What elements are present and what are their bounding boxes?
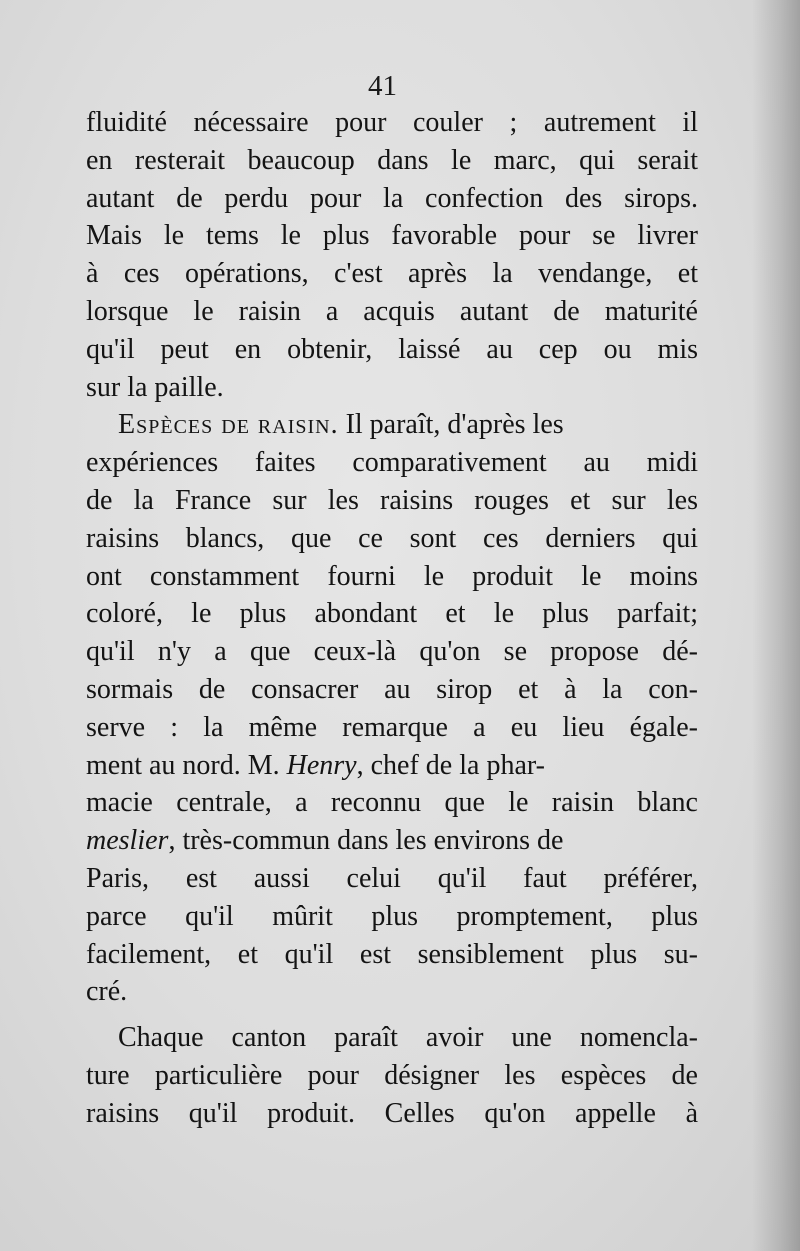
text-line: en resterait beaucoup dans le marc, qui serait — [86, 144, 698, 176]
text-line: facilement, et qu'il est sensiblement plus su- — [86, 938, 698, 970]
text-line: ont constamment fourni le produit le moins — [86, 560, 698, 592]
text-line: sormais de consacrer au sirop et à la con- — [86, 673, 698, 705]
paragraph-2 — [86, 406, 698, 1011]
italic-term-meslier: meslier — [86, 825, 169, 857]
text-span: , chef de la phar- — [356, 749, 545, 781]
text-span: ment au nord. M. — [86, 749, 287, 781]
text-line: macie centrale, a reconnu que le raisin blanc — [86, 787, 698, 819]
text-line: Paris, est aussi celui qu'il faut préférer, — [86, 862, 698, 894]
text-span: Il paraît, d'après les — [338, 409, 564, 441]
text-span: , très-commun dans les environs de — [168, 825, 564, 857]
text-line: qu'il peut en obtenir, laissé au cep ou mis — [86, 333, 698, 365]
paragraph-gap — [86, 1011, 698, 1019]
text-line: raisins blancs, que ce sont ces derniers qui — [86, 522, 698, 554]
paragraph-1 — [86, 104, 698, 406]
text-line: sur la paille. — [86, 371, 224, 403]
text-line: à ces opérations, c'est après la vendange, et — [86, 258, 698, 290]
text-line: autant de perdu pour la confection des sirops. — [86, 182, 698, 214]
section-heading: Espèces de raisin. — [118, 409, 339, 441]
text-line — [86, 822, 698, 860]
text-line: qu'il n'y a que ceux-là qu'on se propose dé- — [86, 636, 698, 668]
page-number: 41 — [368, 70, 397, 102]
text-line: ture particulière pour désigner les espèces de — [86, 1059, 698, 1091]
text-line: Mais le tems le plus favorable pour se livrer — [86, 220, 698, 252]
text-line: raisins qu'il produit. Celles qu'on appelle à — [86, 1097, 698, 1129]
text-line: de la France sur les raisins rouges et sur les — [86, 484, 698, 516]
text-line: parce qu'il mûrit plus promptement, plus — [86, 900, 698, 932]
text-line: cré. — [86, 976, 128, 1008]
italic-name-henry: Henry — [286, 749, 357, 781]
text-line: fluidité nécessaire pour couler ; autrement il — [86, 107, 698, 138]
page-edge-shadow — [752, 0, 800, 1251]
text-line: lorsque le raisin a acquis autant de maturité — [86, 295, 698, 327]
paragraph-3 — [86, 1019, 698, 1132]
text-line: Chaque canton paraît avoir une nomencla- — [118, 1022, 698, 1054]
body-text — [86, 104, 698, 1133]
text-line — [86, 406, 698, 444]
text-line: expériences faites comparativement au midi — [86, 447, 698, 479]
text-line — [86, 747, 698, 785]
text-line: coloré, le plus abondant et le plus parfait; — [86, 598, 698, 630]
text-line: serve : la même remarque a eu lieu égale- — [86, 711, 698, 743]
